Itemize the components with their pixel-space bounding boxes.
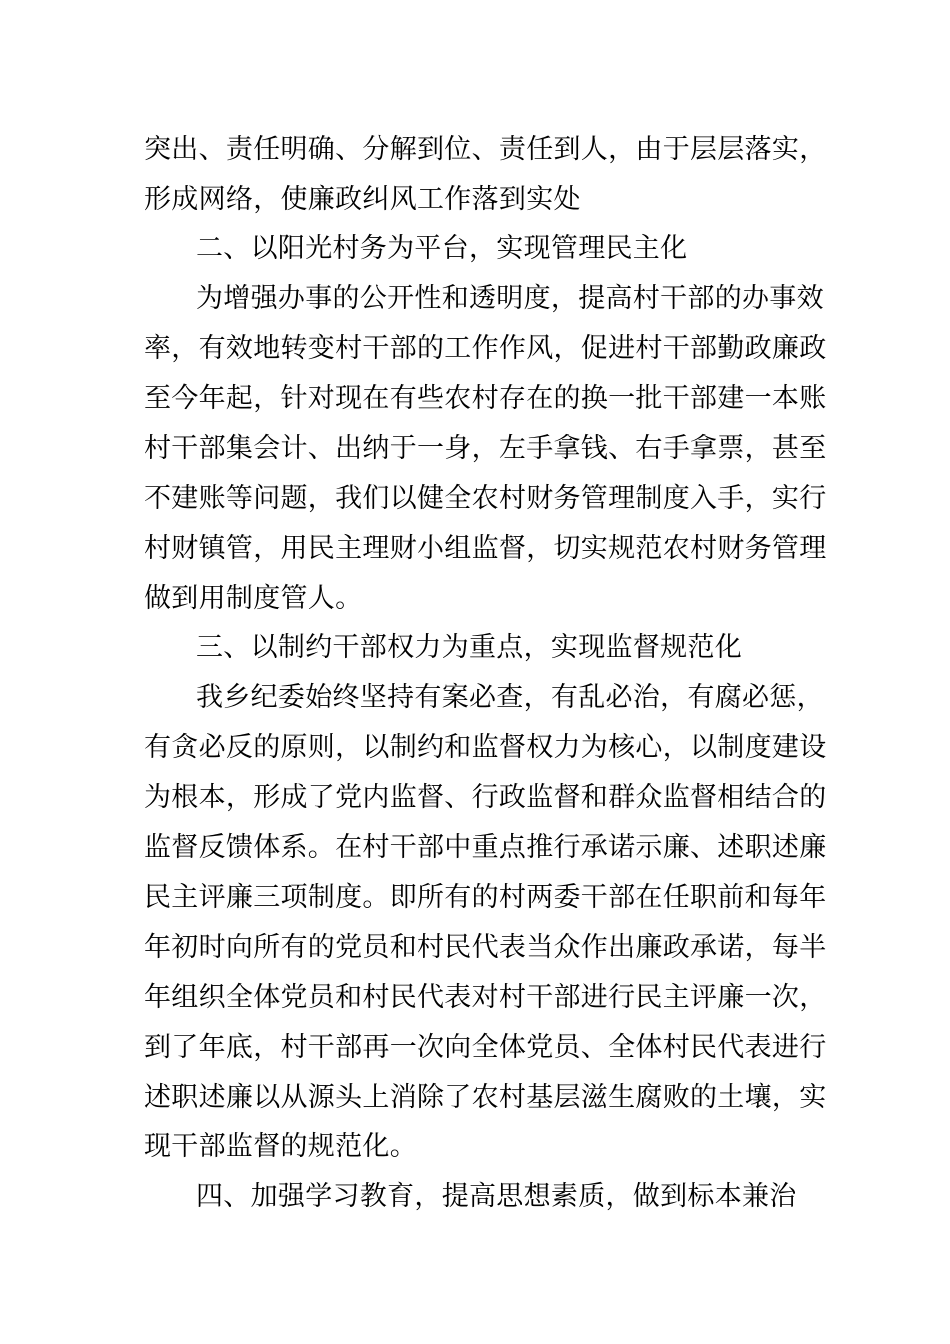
paragraph-line: 为根本，形成了党内监督、行政监督和群众监督相结合的 bbox=[144, 782, 827, 813]
paragraph-line: 村财镇管，用民主理财小组监督，切实规范农村财务管理 bbox=[144, 533, 827, 564]
paragraph-line: 至今年起，针对现在有些农村存在的换一批干部建一本账 bbox=[144, 383, 827, 414]
paragraph-line: 率，有效地转变村干部的工作作风，促进村干部勤政廉政 bbox=[144, 333, 827, 364]
paragraph-line: 监督反馈体系。在村干部中重点推行承诺示廉、述职述廉 bbox=[144, 832, 827, 863]
paragraph-line: 不建账等问题，我们以健全农村财务管理制度入手，实行 bbox=[144, 483, 827, 514]
paragraph-line: 述职述廉以从源头上消除了农村基层滋生腐败的土壤，实 bbox=[144, 1082, 827, 1113]
paragraph-line: 现干部监督的规范化。 bbox=[144, 1131, 417, 1162]
paragraph-line: 民主评廉三项制度。即所有的村两委干部在任职前和每年 bbox=[144, 882, 827, 913]
section-heading-2: 二、以阳光村务为平台，实现管理民主化 bbox=[196, 233, 688, 264]
section-heading-3: 三、以制约干部权力为重点，实现监督规范化 bbox=[196, 632, 742, 663]
paragraph-line: 年组织全体党员和村民代表对村干部进行民主评廉一次， bbox=[144, 982, 827, 1013]
paragraph-line: 我乡纪委始终坚持有案必查，有乱必治，有腐必惩， bbox=[196, 682, 824, 713]
paragraph-line: 做到用制度管人。 bbox=[144, 583, 363, 614]
paragraph-line: 突出、责任明确、分解到位、责任到人，由于层层落实， bbox=[144, 134, 827, 165]
paragraph-line: 为增强办事的公开性和透明度，提高村干部的办事效 bbox=[196, 283, 824, 314]
paragraph-line: 村干部集会计、出纳于一身，左手拿钱、右手拿票，甚至 bbox=[144, 433, 827, 464]
paragraph-line: 形成网络，使廉政纠风工作落到实处 bbox=[144, 184, 581, 215]
paragraph-line: 到了年底，村干部再一次向全体党员、全体村民代表进行 bbox=[144, 1032, 827, 1063]
paragraph-line: 有贪必反的原则，以制约和监督权力为核心，以制度建设 bbox=[144, 732, 827, 763]
section-heading-4: 四、加强学习教育，提高思想素质，做到标本兼治 bbox=[196, 1181, 797, 1212]
paragraph-line: 年初时向所有的党员和村民代表当众作出廉政承诺，每半 bbox=[144, 932, 827, 963]
